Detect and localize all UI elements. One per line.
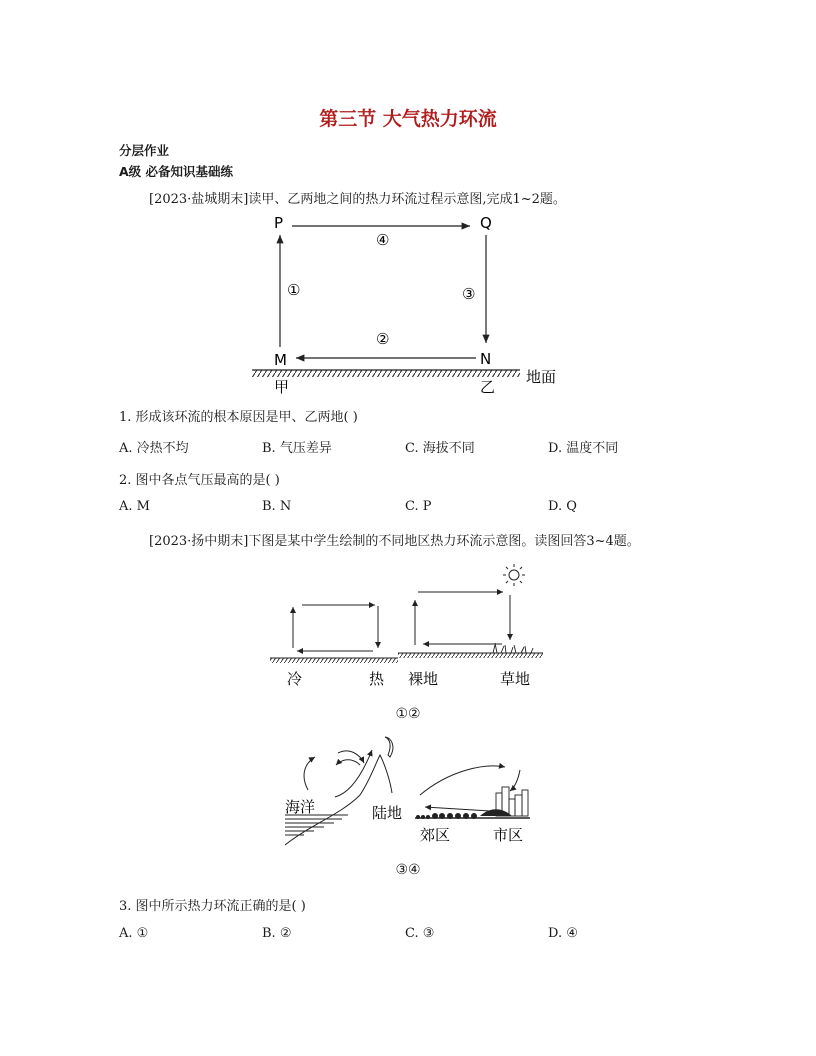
label-circle-4: ④ [376, 231, 390, 249]
label-n: N [480, 350, 492, 368]
q2-option-a[interactable]: A. M [119, 499, 150, 514]
label-yi: 乙 [480, 378, 496, 396]
label-circle-2: ② [376, 330, 390, 348]
label-land: 陆地 [372, 804, 403, 822]
q1-option-b[interactable]: B. 气压差异 [262, 441, 332, 456]
q1-option-a[interactable]: A. 冷热不均 [119, 441, 189, 456]
intro-q1-2: [2023·盐城期末]读甲、乙两地之间的热力环流过程示意图,完成1~2题。 [149, 192, 566, 207]
label-jia: 甲 [274, 378, 290, 396]
label-m: M [274, 351, 287, 369]
circulation-diagram-3 [280, 735, 540, 850]
caption-fig3: ③④ [395, 862, 421, 878]
q1-option-c[interactable]: C. 海拔不同 [405, 441, 475, 456]
moon-icon [385, 737, 393, 757]
label-bare-land: 裸地 [408, 670, 439, 688]
label-suburb: 郊区 [420, 826, 451, 844]
label-cold: 冷 [287, 670, 303, 688]
label-circle-3: ③ [462, 285, 476, 303]
caption-fig2: ①② [395, 706, 421, 722]
section-label: 分层作业 [119, 143, 170, 158]
circulation-diagram-1 [240, 205, 570, 400]
label-city: 市区 [493, 826, 524, 844]
label-ground: 地面 [526, 368, 557, 386]
q3-option-a[interactable]: A. ① [119, 926, 149, 941]
q2-option-d[interactable]: D. Q [548, 499, 577, 514]
q2-option-b[interactable]: B. N [262, 499, 292, 514]
label-circle-1: ① [287, 281, 301, 299]
label-hot: 热 [369, 670, 385, 688]
q1-stem: 1. 形成该环流的根本原因是甲、乙两地( ) [119, 410, 358, 425]
q3-option-b[interactable]: B. ② [262, 926, 292, 941]
label-p: P [274, 214, 284, 232]
label-grassland: 草地 [500, 670, 531, 688]
ground-hatch [252, 370, 520, 377]
level-label: A级 必备知识基础练 [119, 164, 234, 179]
q1-option-d[interactable]: D. 温度不同 [548, 441, 619, 456]
label-ocean: 海洋 [285, 798, 316, 816]
circulation-diagram-2 [265, 560, 555, 695]
intro-q3-4: [2023·扬中期末]下图是某中学生绘制的不同地区热力环流示意图。读图回答3~4题。 [149, 534, 640, 549]
q2-stem: 2. 图中各点气压最高的是( ) [119, 473, 280, 488]
q3-stem: 3. 图中所示热力环流正确的是( ) [119, 899, 306, 914]
q3-option-d[interactable]: D. ④ [548, 926, 578, 941]
page-title: 第三节 大气热力环流 [319, 108, 497, 130]
q3-option-c[interactable]: C. ③ [405, 926, 435, 941]
q2-option-c[interactable]: C. P [405, 499, 432, 514]
sun-icon [503, 564, 525, 586]
label-q: Q [480, 214, 492, 232]
